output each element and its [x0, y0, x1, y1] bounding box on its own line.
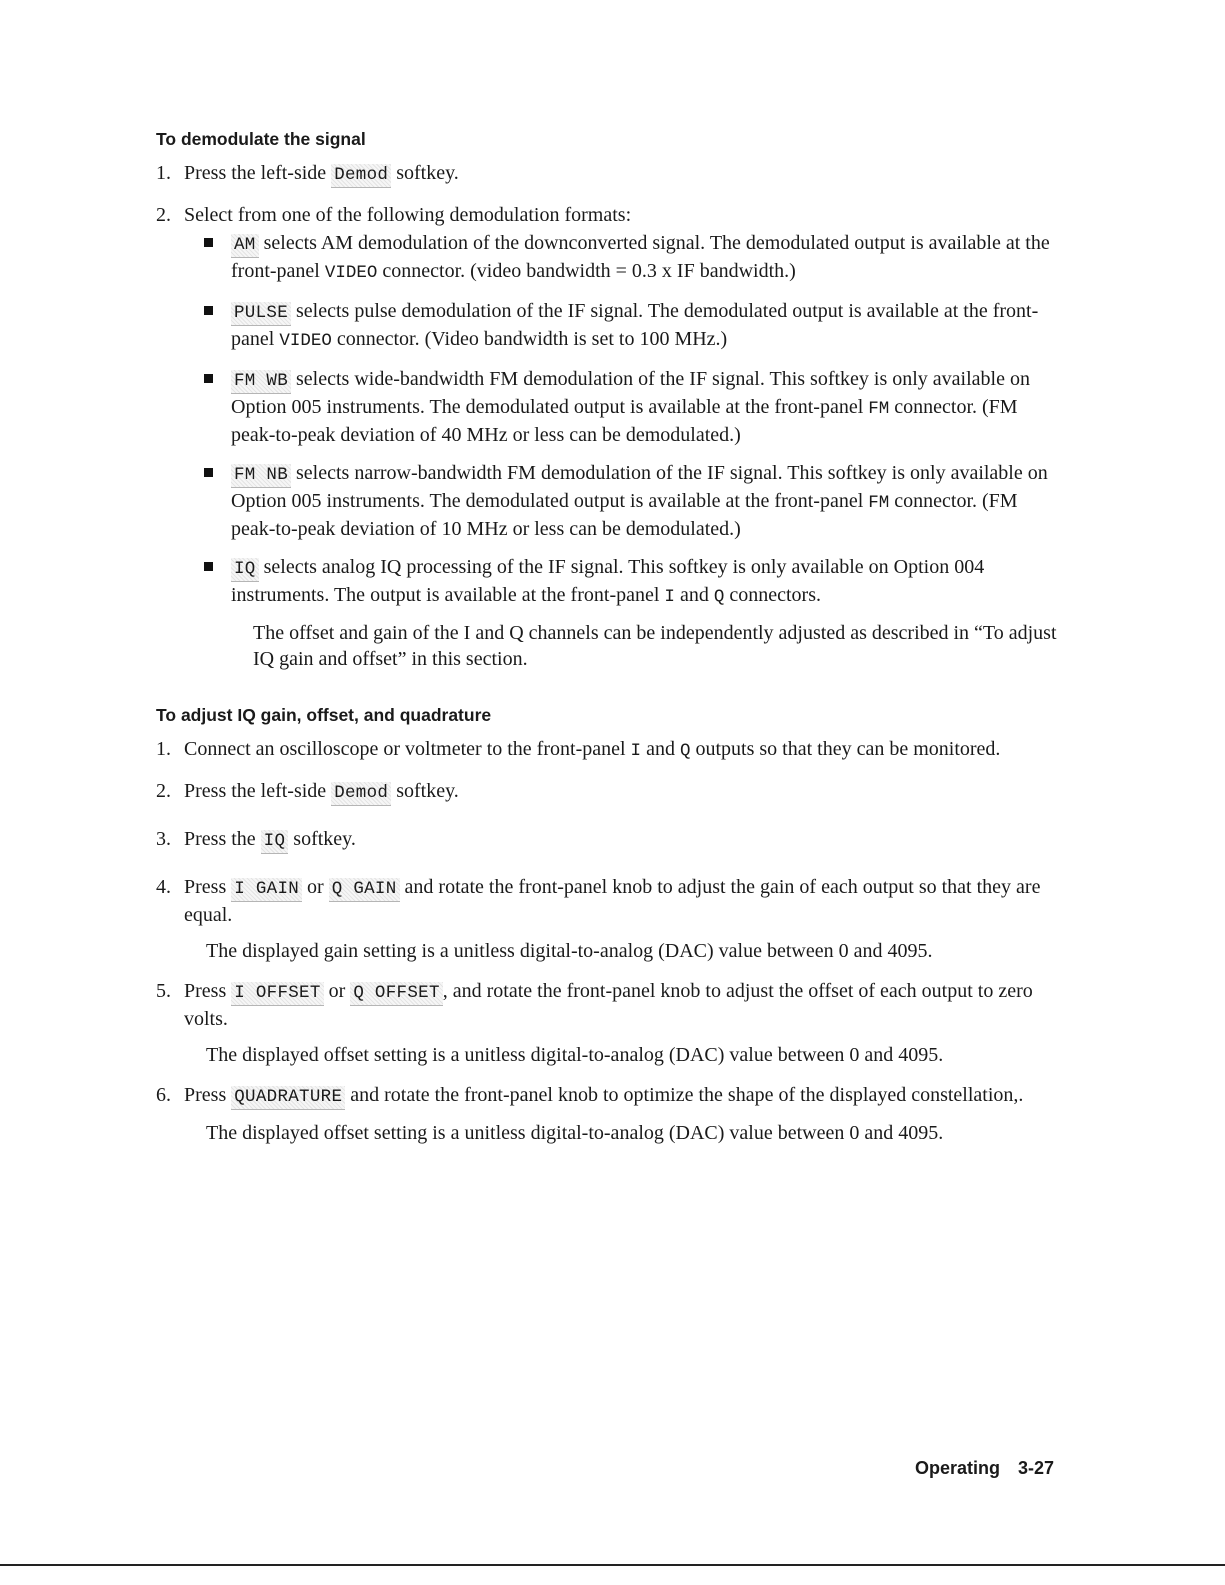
step-2: [156, 778, 1066, 806]
page-bottom-rule: [0, 1564, 1225, 1566]
connector-label: Q: [713, 587, 725, 607]
step-text: Press the left-side: [184, 162, 332, 184]
softkey-iq[interactable]: IQ: [261, 830, 289, 854]
step-6: [156, 1082, 1066, 1146]
step-number: 2.: [156, 204, 171, 226]
step-number: 3.: [156, 828, 171, 850]
step-1: [156, 160, 1066, 188]
connector-label: FM: [868, 493, 890, 513]
list-item-fm-wb: [204, 366, 1066, 448]
page-number: 3-27: [1017, 1458, 1054, 1478]
item-text: connectors.: [724, 584, 821, 606]
step-text: and rotate the front-panel knob to optimize the shape of the displayed constellation,.: [345, 1084, 1024, 1106]
item-text: connector. (FM peak-to-peak deviation of 10 MHz or less can be demodulated.): [231, 490, 1018, 540]
bullet-square-icon: [204, 238, 213, 247]
softkey-i-offset[interactable]: I OFFSET: [231, 982, 323, 1006]
note-text: The offset and gain of the I and Q channels can be independently adjusted as described in “To adjust IQ gain and offset” in this section.: [253, 622, 1057, 670]
step-4: [156, 874, 1066, 964]
step-3: [156, 826, 1066, 854]
step-text: Press: [184, 876, 232, 898]
step-text: Select from one of the following demodulation formats:: [184, 204, 632, 226]
list-item-am: [204, 230, 1066, 286]
note-text: The displayed offset setting is a unitless digital-to-analog (DAC) value between 0 and 4095.: [206, 1122, 944, 1144]
connector-label: I: [664, 587, 675, 607]
step-number: 4.: [156, 876, 171, 898]
step-text: , and rotate the front-panel knob to adjust the offset of each output to zero volts.: [184, 980, 1033, 1030]
step-2: [156, 202, 1066, 672]
footer-section-title: Operating: [914, 1458, 1000, 1478]
step-text: Press: [184, 980, 232, 1002]
step-text: or: [302, 876, 329, 898]
step-number: 5.: [156, 980, 171, 1002]
connector-label: VIDEO: [279, 331, 332, 351]
bullet-square-icon: [204, 468, 213, 477]
step-text: or: [323, 980, 351, 1002]
item-text: selects narrow-bandwidth FM demodulation of the IF signal. This softkey is only available on Option 005 instruments. The demodulated output is available at the front-panel: [231, 462, 1048, 512]
manual-page: [156, 128, 1066, 1160]
step-text: and rotate the front-panel knob to adjust the gain of each output so that they are equal.: [184, 876, 1041, 926]
list-item-fm-nb: [204, 460, 1066, 542]
list-item-iq: [204, 554, 1066, 672]
page-footer: [880, 1458, 1054, 1479]
item-text: and: [674, 584, 714, 606]
step-1: [156, 736, 1066, 764]
bullet-square-icon: [204, 306, 213, 315]
softkey-q-gain[interactable]: Q GAIN: [329, 878, 400, 902]
item-text: selects wide-bandwidth FM demodulation of the IF signal. This softkey is only available on Option 005 instruments. The demodulated output is available at the front-panel: [231, 368, 1030, 418]
step-number: 1.: [156, 738, 171, 760]
step-text: Press the left-side: [184, 780, 332, 802]
step-text: softkey.: [288, 828, 356, 850]
connector-label: Q: [679, 741, 691, 761]
demodulation-format-list: [204, 230, 1066, 672]
item-text: connector. (Video bandwidth is set to 100 MHz.): [331, 328, 728, 350]
connector-label: I: [630, 741, 642, 761]
item-text: connector. (video bandwidth = 0.3 x IF bandwidth.): [377, 260, 796, 282]
step-number: 6.: [156, 1084, 171, 1106]
note-text: The displayed gain setting is a unitless digital-to-analog (DAC) value between 0 and 4095.: [206, 940, 933, 962]
list-item-pulse: [204, 298, 1066, 354]
item-text: connector. (FM peak-to-peak deviation of 40 MHz or less can be demodulated.): [231, 396, 1018, 446]
softkey-pulse[interactable]: PULSE: [231, 302, 291, 326]
step-text: Connect an oscilloscope or voltmeter to the front-panel: [184, 738, 631, 760]
softkey-quadrature[interactable]: QUADRATURE: [231, 1086, 345, 1110]
connector-label: FM: [868, 399, 890, 419]
section-heading-demodulate: To demodulate the signal: [156, 129, 366, 149]
softkey-demod[interactable]: Demod: [331, 164, 391, 188]
softkey-am[interactable]: AM: [231, 234, 259, 258]
bullet-square-icon: [204, 374, 213, 383]
step-5: [156, 978, 1066, 1068]
step-text: Press the: [184, 828, 261, 850]
item-text: selects pulse demodulation of the IF signal. The demodulated output is available at the front-panel: [231, 300, 1039, 350]
step-number: 2.: [156, 780, 171, 802]
step-text: softkey.: [391, 162, 459, 184]
item-text: selects analog IQ processing of the IF signal. This softkey is only available on Option 004 instruments. The output is available at the front-panel: [231, 556, 985, 606]
softkey-fm-wb[interactable]: FM WB: [231, 370, 291, 394]
softkey-demod[interactable]: Demod: [331, 782, 391, 806]
connector-label: VIDEO: [324, 263, 378, 283]
step-number: 1.: [156, 162, 171, 184]
softkey-q-offset[interactable]: Q OFFSET: [350, 982, 442, 1006]
step-text: outputs so that they can be monitored.: [690, 738, 1001, 760]
softkey-fm-nb[interactable]: FM NB: [231, 464, 291, 488]
softkey-i-gain[interactable]: I GAIN: [231, 878, 302, 902]
step-text: and: [641, 738, 680, 760]
note-text: The displayed offset setting is a unitless digital-to-analog (DAC) value between 0 and 4095.: [206, 1044, 944, 1066]
item-text: selects AM demodulation of the downconverted signal. The demodulated output is available at the front-panel: [231, 232, 1050, 282]
bullet-square-icon: [204, 562, 213, 571]
section-heading-adjust-iq: To adjust IQ gain, offset, and quadrature: [156, 705, 492, 725]
softkey-iq[interactable]: IQ: [231, 558, 259, 582]
step-text: softkey.: [391, 780, 459, 802]
step-text: Press: [184, 1084, 232, 1106]
